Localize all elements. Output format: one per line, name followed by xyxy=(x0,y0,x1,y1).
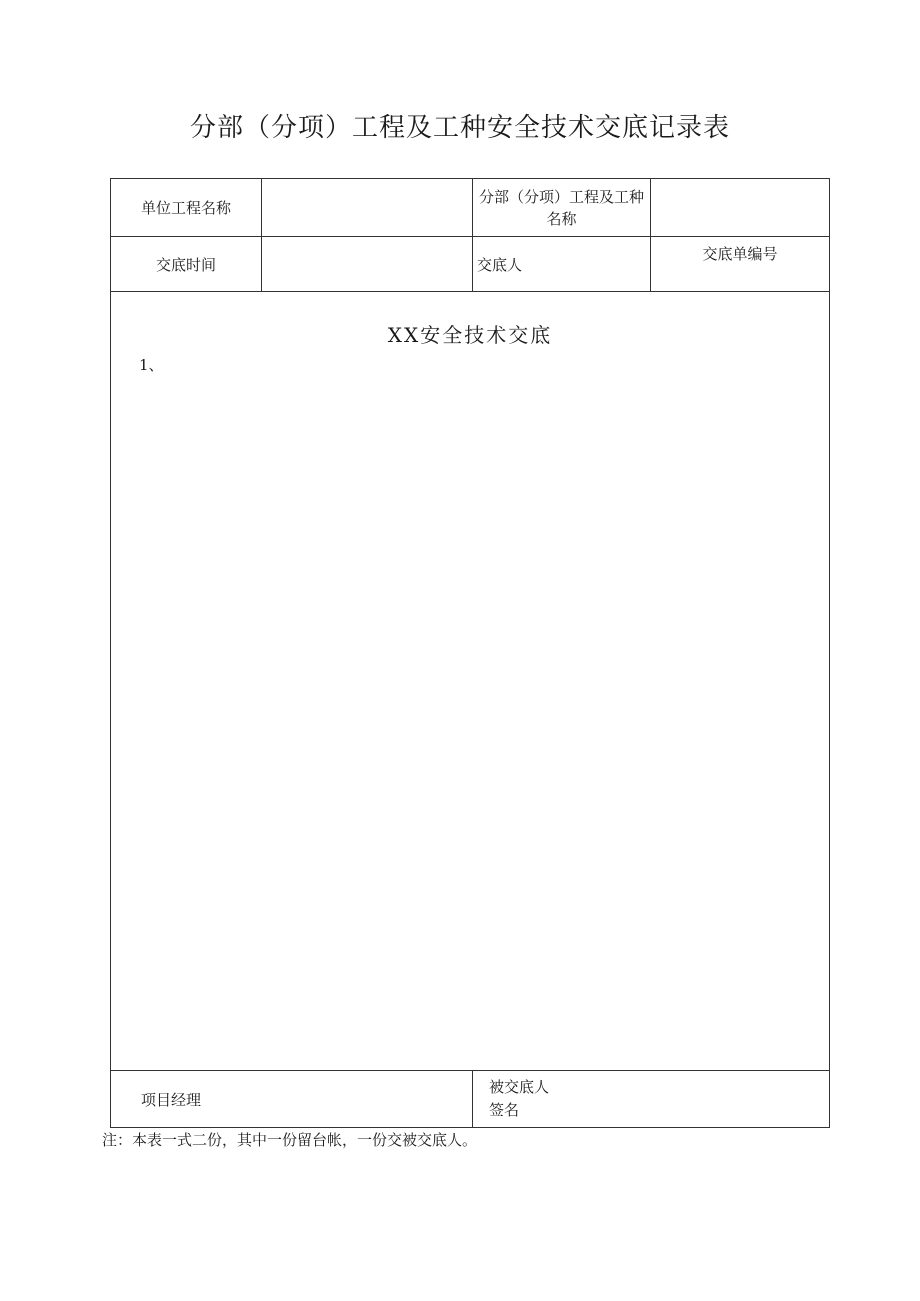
form-row-project xyxy=(111,179,830,237)
discloser-label: 交底人 xyxy=(473,237,651,292)
project-manager-label: 项目经理 xyxy=(111,1071,473,1128)
form-row-content xyxy=(111,292,830,1071)
recipient-label-line2: 签名 xyxy=(489,1101,520,1119)
unit-project-label: 单位工程名称 xyxy=(111,179,262,237)
disclosure-content-area[interactable] xyxy=(111,292,830,1071)
form-row-time xyxy=(111,237,830,292)
content-item-1: 1、 xyxy=(139,356,164,374)
recipient-label-line1: 被交底人 xyxy=(489,1078,550,1096)
disclosure-form-table xyxy=(110,178,830,1128)
disclosure-time-label: 交底时间 xyxy=(111,237,262,292)
disclosure-time-field[interactable] xyxy=(262,237,473,292)
sub-project-label: 分部（分项）工程及工种名称 xyxy=(473,179,651,237)
page-title: 分部（分项）工程及工种安全技术交底记录表 xyxy=(189,113,730,143)
unit-project-field[interactable] xyxy=(262,179,473,237)
disclosure-number-label: 交底单编号 xyxy=(651,237,830,292)
recipient-signature-cell[interactable] xyxy=(473,1071,830,1128)
sub-project-field[interactable] xyxy=(651,179,830,237)
footnote: 注：本表一式二份，其中一份留台帐，一份交被交底人。 xyxy=(102,1131,478,1149)
form-row-signatures xyxy=(111,1071,830,1128)
content-title: XX安全技术交底 xyxy=(387,323,553,347)
